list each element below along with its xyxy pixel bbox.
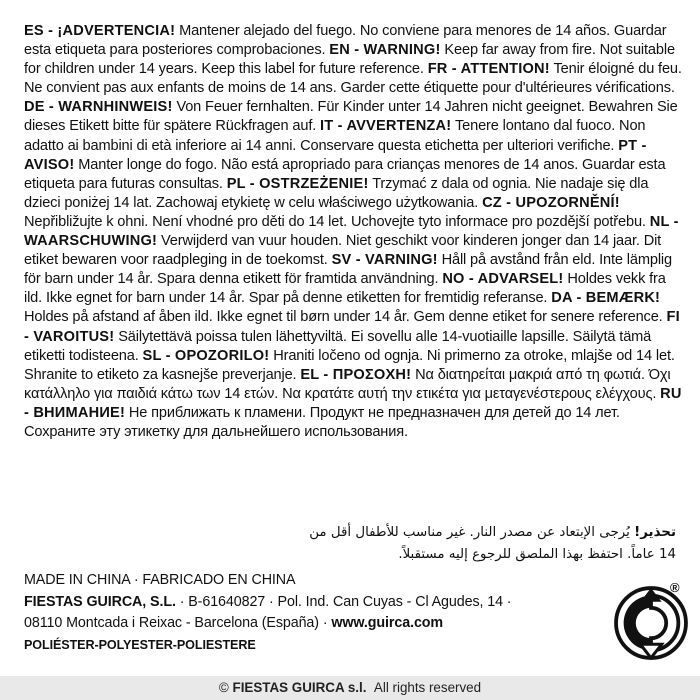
warnings-block bbox=[24, 22, 684, 442]
warning-language-code: FI - VAROITUS! bbox=[24, 309, 680, 345]
warning-text: Mantener alejado del fuego. No conviene para menores de 14 años. Guardar esta etiqueta para posteriores comprobaciones. bbox=[24, 23, 667, 59]
warning-language-code: FR - ATTENTION! bbox=[427, 61, 550, 78]
green-dot-recycling-icon bbox=[613, 585, 689, 661]
footer-brand: FIESTAS GUIRCA s.l. bbox=[232, 680, 367, 695]
warning-text: Håll på avstånd från eld. Inte lämplig för barn under 14 år. Spara denna etikett för framtida användning. bbox=[24, 252, 672, 288]
warning-language-code: NO - ADVARSEL! bbox=[442, 271, 564, 288]
warning-language-code: SV - VARNING! bbox=[331, 252, 438, 269]
manufacturer-info bbox=[24, 570, 584, 656]
warning-text: Nepřibližujte k ohni. Není vhodné pro děti do 14 let. Uchovejte tyto informace pro pozdější potřebu. bbox=[24, 213, 646, 230]
website-link[interactable]: www.guirca.com bbox=[331, 615, 444, 632]
warning-text: Να διατηρείται μακριά από τη φωτιά. Όχι κατάλληλο για παιδιά κάτω των 14 ετών. Να κρατάτε αυτή την ετικέτα για μεταγενέστερους ελέγχους. bbox=[24, 366, 671, 402]
warning-language-code: SL - OPOZORILO! bbox=[142, 347, 270, 364]
registered-mark: ® bbox=[670, 580, 680, 595]
arabic-warning bbox=[300, 522, 676, 566]
warning-text: Trzymać z dala od ognia. Nie nadaje się dla dzieci poniżej 14 lat. Zachowaj etykietę w celu właściwego użytkowania. bbox=[24, 175, 649, 211]
warning-language-code: CZ - UPOZORNĚNÍ! bbox=[482, 194, 620, 211]
arabic-warning-heading: تحذير! bbox=[634, 525, 676, 540]
warning-language-code: DA - BEMÆRK! bbox=[551, 290, 661, 307]
copyright-footer bbox=[0, 676, 700, 700]
company-name: FIESTAS GUIRCA, S.L. bbox=[24, 593, 176, 610]
address-line bbox=[24, 613, 584, 635]
warning-language-code: NL - WAARSCHUWING! bbox=[24, 213, 679, 250]
warning-text: Tenere lontano dal fuoco. Non adatto ai bambini di età inferiore ai 14 anni. Conservare questa etichetta per ulteriori verifiche. bbox=[24, 118, 646, 154]
warning-text: Hraniti ločeno od ognja. Ni primerno za otroke, mlajše od 14 let. Shranite to etiketo za kasnejše preverjanje. bbox=[24, 347, 675, 383]
warning-text: Holdes vekk fra ild. Ikke egnet for barn under 14 år. Spar på denne etiketten for fremtidig referanse. bbox=[24, 271, 666, 307]
company-address-2: 08110 Montcada i Reixac - Barcelona (España) · bbox=[24, 615, 332, 632]
copyright-symbol: © bbox=[218, 680, 229, 695]
warning-text: Von Feuer fernhalten. Für Kinder unter 14 Jahren nicht geeignet. Bewahren Sie dieses Etikett bitte für spätere Rückfragen auf. bbox=[24, 99, 678, 135]
warning-language-code: PT - AVISO! bbox=[24, 137, 647, 173]
warning-language-code: EN - WARNING! bbox=[329, 42, 441, 59]
origin-line: MADE IN CHINA · FABRICADO EN CHINA bbox=[24, 572, 296, 588]
footer-rights: All rights reserved bbox=[373, 680, 482, 695]
company-line bbox=[24, 592, 584, 614]
warning-text: Не приближать к пламени. Продукт не предназначен для детей до 14 лет. Сохраните эту этикетку для дальнейшего использования. bbox=[24, 404, 620, 440]
warning-text: Manter longe do fogo. Não está apropriado para crianças menores de 14 anos. Guardar esta etiqueta para futuras consultas. bbox=[24, 156, 666, 192]
warning-text: Keep far away from fire. Not suitable for children under 14 years. Keep this label for future reference. bbox=[24, 42, 675, 78]
arabic-warning-text: يُرجى الإبتعاد عن مصدر النار. غير مناسب للأطفال أقل من 14 عاماً. احتفظ بهذا الملصق للرجوع إليه مستقبلاً. bbox=[309, 525, 676, 562]
warning-text: Tenir éloigné du feu. Ne convient pas aux enfants de moins de 14 ans. Garder cette étiquette pour d'ultérieures vérifications. bbox=[24, 61, 682, 97]
material-line: POLIÉSTER-POLYESTER-POLIESTERE bbox=[24, 637, 256, 652]
warning-text: Holdes på afstand af åben ild. Ikke egnet til børn under 14 år. Gem denne etiket for senere reference. bbox=[24, 309, 663, 326]
warning-language-code: RU - ВНИМАНИЕ! bbox=[24, 385, 682, 421]
warning-language-code: ES - ¡ADVERTENCIA! bbox=[24, 23, 176, 39]
warning-language-code: PL - OSTRZEŻENIE! bbox=[226, 175, 369, 192]
warning-text: Säilytettävä poissa tulen lähettyviltä. Ei sovellu alle 14-vuotiaille lapsille. Säilytä tämä etiketti todisteena. bbox=[24, 328, 652, 364]
company-address-1: · B-61640827 · Pol. Ind. Can Cuyas - Cl Agudes, 14 · bbox=[175, 593, 512, 610]
warning-text: Verwijderd van vuur houden. Niet geschikt voor kinderen jonger dan 14 jaar. Dit etiket bewaren voor raadpleging in de toekomst. bbox=[24, 233, 662, 269]
warning-language-code: EL - ΠΡΟΣΟΧΗ! bbox=[300, 366, 412, 383]
warning-language-code: IT - AVVERTENZA! bbox=[320, 118, 452, 135]
warning-language-code: DE - WARNHINWEIS! bbox=[24, 99, 173, 116]
